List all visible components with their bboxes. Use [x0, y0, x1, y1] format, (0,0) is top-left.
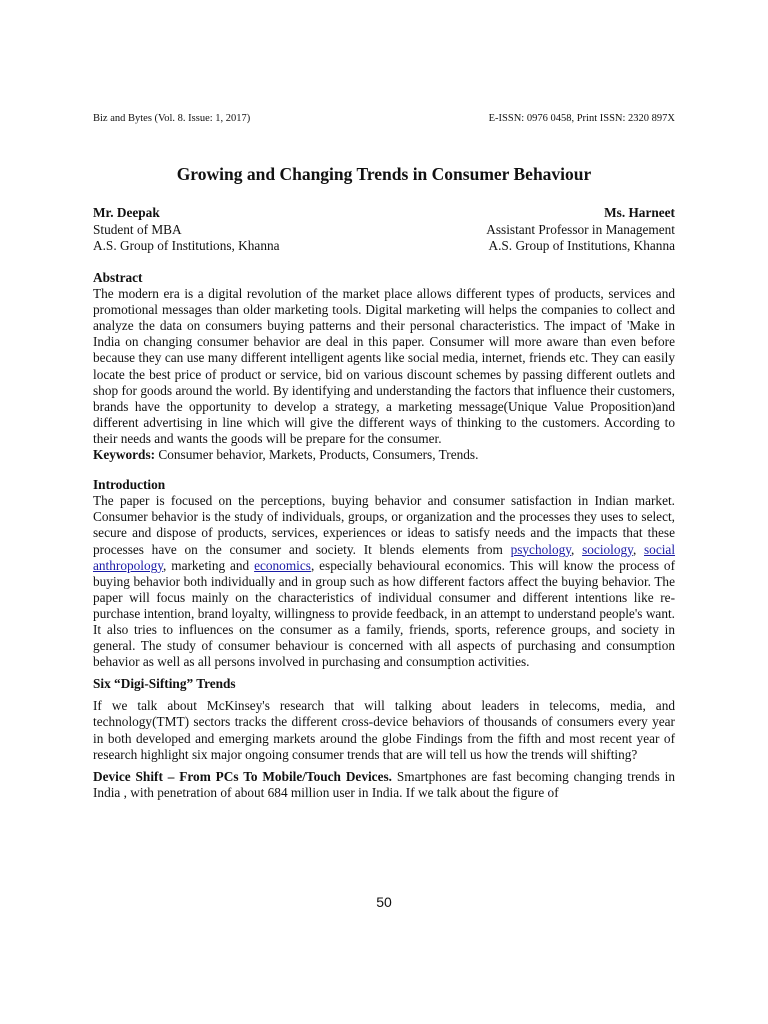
abstract-text: The modern era is a digital revolution of the market place allows different types of products, services and promotional messages than older marketing tools. Digital marketing will helps the companies to collect and analyze the data on consumers buying patterns and their personal characteristics. The impact of 'Make in India on changing consumer behavior are deal in this paper. Consumer will more aware than even before because they can use many different intelligent agents like social media, internet, friends etc. They can easily locate the best price of product or service, bid on various discount schemes by passing different outlets and shop for goods around the world. By identifying and understanding the factors that influence their customers, brands have the opportunity to develop a strategy, a marketing message(Unique Value Proposition)and different advertising in line which will give the different ways of thinking to the customers. According to their needs and wants the goods will be prepare for the consumer. — [93, 286, 675, 446]
issn-info: E-ISSN: 0976 0458, Print ISSN: 2320 897X — [488, 113, 675, 124]
intro-text-part-2: , marketing and — [163, 557, 255, 573]
page-number: 50 — [376, 894, 392, 910]
device-shift-paragraph — [93, 769, 675, 801]
trends-text: If we talk about McKinsey's research that will talking about leaders in telecoms, media, and technology(TMT) sectors tracks the different cross-device behaviors of thousands of consumers every year in both developed and emerging markets around the globe Findings from the fifth and most recent year of research highlight six major ongoing consumer trends that are will tell us how the trends will shifting? — [93, 698, 675, 762]
author-role: Student of MBA — [93, 221, 182, 237]
journal-citation: Biz and Bytes (Vol. 8. Issue: 1, 2017) — [93, 113, 251, 124]
intro-text-part-3: , especially behavioural economics. This will know the process of buying behavior both individually and in group such as how different factors affect the buying behavior. The paper will focus mainly on the characteristics of individual consumer and different intentions like re-purchase intention, brand loyalty, willingness to provide feedback, in an attempt to understand people's want. It also tries to influences on the consumer as a family, friends, sports, reference groups, and society in general. The study of consumer behaviour is concerned with all aspects of purchasing and consumption behavior as well as all persons involved in purchasing and consumption activities. — [93, 557, 676, 670]
link-economics[interactable]: economics — [254, 557, 311, 573]
author-list — [93, 205, 675, 255]
link-separator: , — [571, 541, 583, 557]
device-shift-text: Smartphones are fast becoming changing trends in India , with penetration of about 684 million user in India. If we talk about the figure of — [93, 768, 675, 800]
introduction-text — [93, 493, 675, 670]
section-spacer — [93, 463, 675, 477]
device-shift-heading: Device Shift – From PCs To Mobile/Touch Devices. — [93, 768, 392, 784]
introduction-heading: Introduction — [93, 477, 166, 493]
keywords-label: Keywords: — [93, 447, 156, 463]
abstract-heading: Abstract — [93, 270, 143, 285]
paper-body — [93, 270, 675, 801]
author-block-second — [486, 205, 675, 255]
author-name: Ms. Harneet — [604, 205, 675, 220]
author-affiliation: A.S. Group of Institutions, Khanna — [488, 238, 675, 253]
link-separator: , — [632, 541, 644, 557]
keywords-line — [93, 447, 675, 463]
link-psychology[interactable]: psychology — [510, 541, 572, 557]
link-sociology[interactable]: sociology — [582, 541, 633, 557]
paper-title: Growing and Changing Trends in Consumer Behaviour — [176, 164, 592, 184]
author-block-first — [93, 205, 280, 255]
link-social[interactable]: social — [644, 541, 676, 557]
author-role: Assistant Professor in Management — [486, 221, 675, 237]
keywords-list: Consumer behavior, Markets, Products, Consumers, Trends. — [155, 447, 479, 463]
link-anthropology[interactable]: anthropology — [93, 557, 164, 573]
author-name: Mr. Deepak — [93, 205, 160, 220]
author-affiliation: A.S. Group of Institutions, Khanna — [93, 238, 280, 253]
running-header — [93, 113, 675, 125]
intro-text-part-1: The paper is focused on the perceptions, buying behavior and consumer satisfaction in Indian market. Consumer behavior is the study of individuals, groups, or organization and the processes they uses to select, secure and dispose of products, services, experiences or ideas to satisfy needs and the impacts that these processes have on the consumer and society. It blends elements from — [93, 493, 675, 557]
trends-heading: Six “Digi-Sifting” Trends — [93, 676, 236, 692]
